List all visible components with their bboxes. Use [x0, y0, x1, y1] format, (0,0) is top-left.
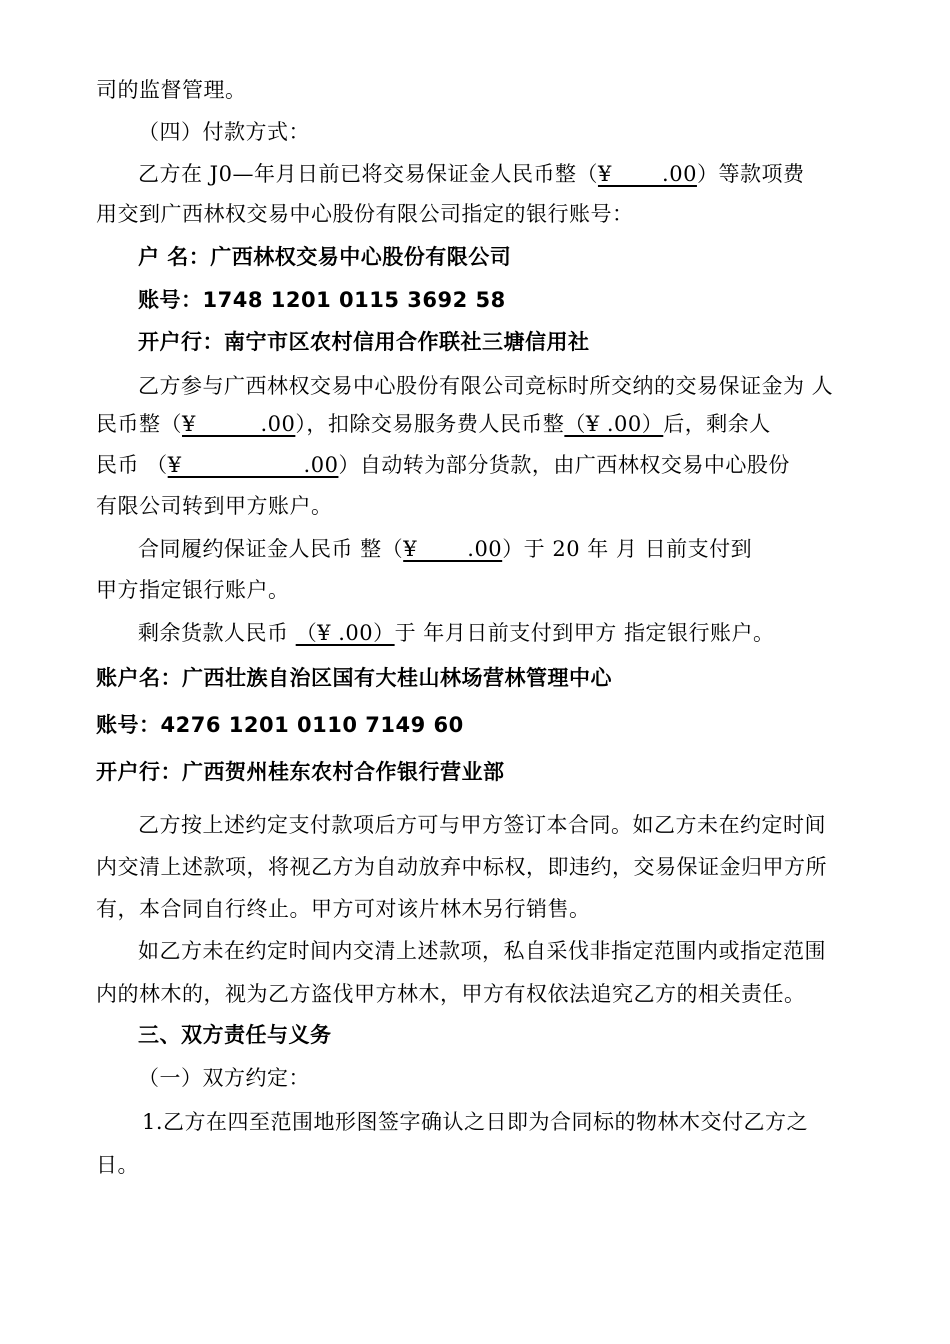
paragraph-line — [96, 410, 771, 438]
text-span: ）等款项费 — [696, 162, 805, 186]
paragraph-line — [96, 451, 790, 479]
section-heading-responsibilities: 三、双方责任与义务 — [138, 1023, 332, 1047]
paragraph-line: 甲方指定银行账户。 — [96, 578, 290, 602]
text-span: 后，剩余人 — [663, 412, 771, 436]
text-span: ）于 20 年 月 日前支付到 — [502, 537, 753, 561]
subsection-heading: （一）双方约定： — [138, 1066, 310, 1090]
section-heading-payment: （四）付款方式： — [138, 120, 310, 144]
paragraph-line: 用交到广西林权交易中心股份有限公司指定的银行账号： — [96, 202, 634, 226]
text-span: 民币 （ — [96, 453, 168, 477]
text-span: ），扣除交易服务费人民币整 — [295, 412, 565, 436]
account-bank: 开户行：南宁市区农村信用合作联社三塘信用社 — [138, 330, 590, 354]
paragraph-line: 乙方参与广西林权交易中心股份有限公司竞标时所交纳的交易保证金为 人 — [138, 374, 834, 398]
amount-blank: ¥ .00 — [167, 453, 339, 477]
paragraph-line: 内的林木的，视为乙方盗伐甲方林木，甲方有权依法追究乙方的相关责任。 — [96, 982, 806, 1006]
paragraph-line — [138, 160, 804, 188]
paragraph-line: 司的监督管理。 — [96, 78, 247, 102]
paragraph-line — [138, 619, 774, 647]
text-span: 民币整（ — [96, 412, 182, 436]
paragraph-line: 日。 — [96, 1153, 139, 1177]
amount-blank: ¥ .00 — [182, 412, 296, 436]
account-number: 账号：1748 1201 0115 3692 58 — [138, 288, 506, 312]
paragraph-line: 1.乙方在四至范围地形图签字确认之日即为合同标的物林木交付乙方之 — [142, 1110, 809, 1134]
paragraph-line — [138, 535, 752, 563]
account-holder-name: 户 名：广西林权交易中心股份有限公司 — [138, 245, 512, 269]
account-holder-name: 账户名：广西壮族自治区国有大桂山林场营林管理中心 — [96, 666, 612, 690]
text-span: 于 年月日前支付到甲方 指定银行账户。 — [394, 621, 775, 645]
text-span: ）自动转为部分货款，由广西林权交易中心股份 — [338, 453, 790, 477]
paragraph-line: 有限公司转到甲方账户。 — [96, 494, 333, 518]
paragraph-line: 如乙方未在约定时间内交清上述款项，私自采伐非指定范围内或指定范围 — [138, 939, 826, 963]
amount-blank: ¥ .00 — [403, 537, 503, 561]
amount-blank: （¥ .00） — [295, 621, 395, 645]
text-span: 乙方在 J0—年月日前已将交易保证金人民币整（ — [138, 162, 598, 186]
amount-blank: ¥ .00 — [597, 162, 697, 186]
text-span: 合同履约保证金人民币 整（ — [138, 537, 404, 561]
text-span: 剩余货款人民币 — [138, 621, 296, 645]
paragraph-line: 内交清上述款项，将视乙方为自动放弃中标权，即违约，交易保证金归甲方所 — [96, 855, 827, 879]
paragraph-line: 乙方按上述约定支付款项后方可与甲方签订本合同。如乙方未在约定时间 — [138, 813, 826, 837]
account-number: 账号：4276 1201 0110 7149 60 — [96, 713, 464, 737]
account-bank: 开户行：广西贺州桂东农村合作银行营业部 — [96, 760, 505, 784]
paragraph-line: 有，本合同自行终止。甲方可对该片林木另行销售。 — [96, 897, 591, 921]
amount-blank: （¥ .00） — [564, 412, 664, 436]
